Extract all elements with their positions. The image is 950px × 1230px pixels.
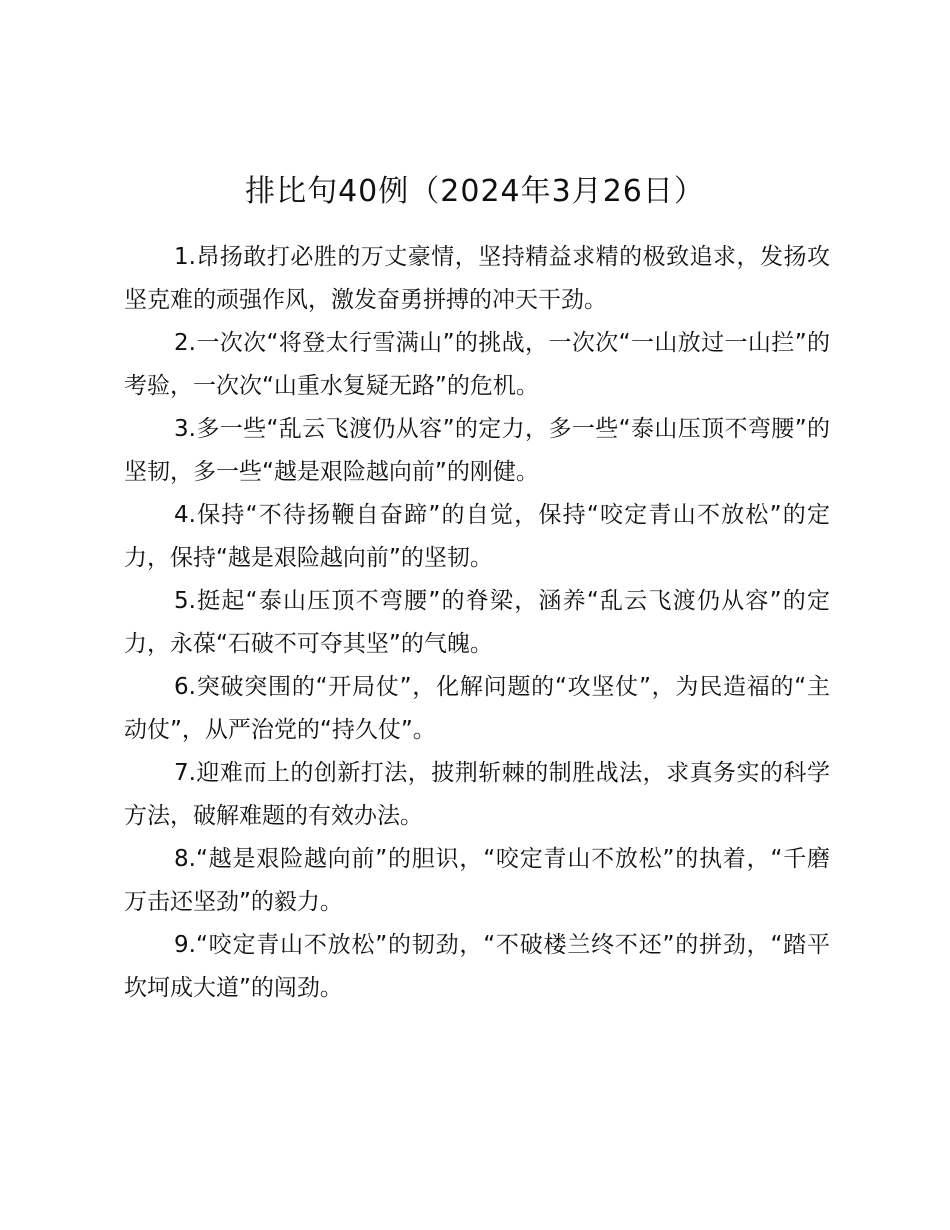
paragraph-8: 8.“越是艰险越向前”的胆识，“咬定青山不放松”的执着，“千磨万击还坚劲”的毅力。 xyxy=(124,846,830,915)
document-title: 排比句40例（2024年3月26日） xyxy=(245,174,705,209)
paragraph-1: 1.昂扬敢打必胜的万丈豪情，坚持精益求精的极致追求，发扬攻坚克难的顽强作风，激发奋勇拼搏的冲天干劲。 xyxy=(124,244,830,313)
paragraph-4: 4.保持“不待扬鞭自奋蹄”的自觉，保持“咬定青山不放松”的定力，保持“越是艰险越向前”的坚韧。 xyxy=(124,502,830,571)
paragraph-6: 6.突破突围的“开局仗”，化解问题的“攻坚仗”，为民造福的“主动仗”，从严治党的“持久仗”。 xyxy=(124,674,830,743)
paragraph-3: 3.多一些“乱云飞渡仍从容”的定力，多一些“泰山压顶不弯腰”的坚韧，多一些“越是艰险越向前”的刚健。 xyxy=(124,416,830,485)
document-body xyxy=(124,236,830,1010)
paragraph-5: 5.挺起“泰山压顶不弯腰”的脊梁，涵养“乱云飞渡仍从容”的定力，永葆“石破不可夺其坚”的气魄。 xyxy=(124,588,830,657)
paragraph-9: 9.“咬定青山不放松”的韧劲，“不破楼兰终不还”的拼劲，“踏平坎坷成大道”的闯劲。 xyxy=(124,932,830,1001)
paragraph-2: 2.一次次“将登太行雪满山”的挑战，一次次“一山放过一山拦”的考验，一次次“山重水复疑无路”的危机。 xyxy=(124,330,830,399)
paragraph-7: 7.迎难而上的创新打法，披荆斩棘的制胜战法，求真务实的科学方法，破解难题的有效办法。 xyxy=(124,760,830,829)
